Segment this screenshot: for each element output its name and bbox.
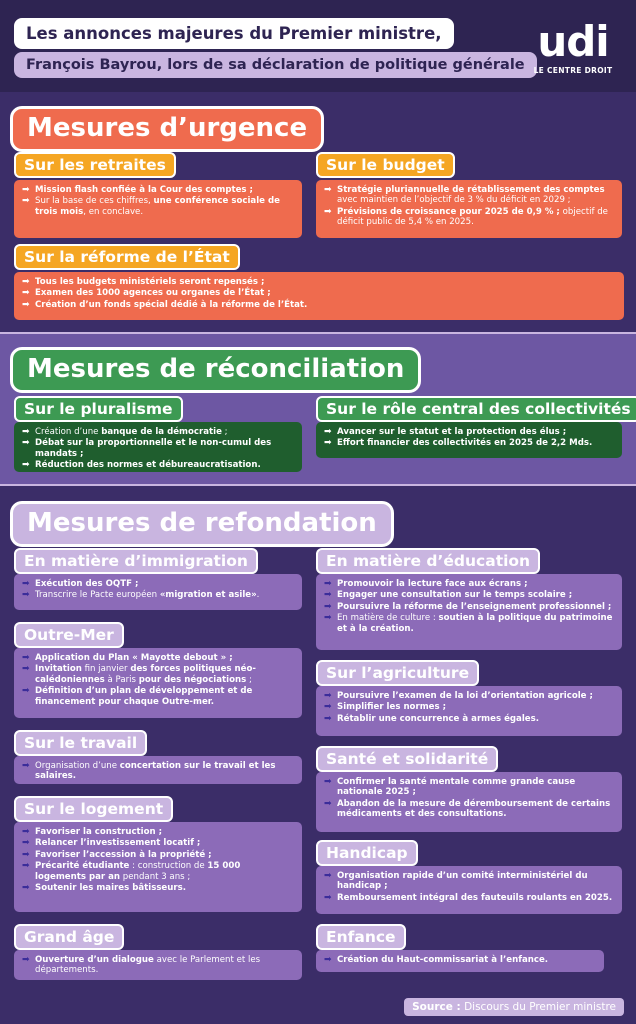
section-title-refondation: Mesures de refondation [10,501,394,547]
box-education [316,574,622,650]
list-item: ➡ Abandon de la mesure de déremboursement de certains médicaments et des consultations. [324,798,611,820]
subtitle-pluralisme: Sur le pluralisme [14,396,183,422]
box-travail [14,756,302,784]
arrow-right-icon: ➡ [324,691,332,701]
list-item: ➡ Simplifier les normes ; [324,702,447,713]
list-item: ➡ Création d’une banque de la démocratie ; [22,427,228,437]
arrow-right-icon: ➡ [22,427,30,437]
arrow-right-icon: ➡ [324,798,332,809]
arrow-right-icon: ➡ [22,761,30,771]
arrow-right-icon: ➡ [22,277,30,287]
list-item: ➡ Invitation fin janvier des forces politiques néo-calédoniennes à Paris pour des négociations ; [22,664,256,685]
list-item: ➡ Exécution des OQTF ; [22,579,139,589]
list-item: ➡ Application du Plan « Mayotte debout » ; [22,653,233,663]
arrow-right-icon: ➡ [324,590,332,601]
list-item: ➡ Remboursement intégral des fauteuils roulants en 2025. [324,892,613,903]
box-agriculture [316,686,622,736]
list-item: ➡ Poursuivre l’examen de la loi d’orientation agricole ; [324,691,593,701]
list-item: ➡ Engager une consultation sur le temps scolaire ; [324,590,573,601]
subtitle-retraites: Sur les retraites [14,152,176,178]
list-item: ➡ Stratégie pluriannuelle de rétablissement des comptes avec maintien de l’objectif de 3 % du déficit en 2029 ; [324,185,605,206]
logo-text: udi [537,17,609,66]
title-line-1: Les annonces majeures du Premier ministre, [14,18,454,49]
box-sante [316,772,622,832]
arrow-right-icon: ➡ [22,849,30,860]
box-enfance [316,950,604,972]
box-grandage [14,950,302,980]
box-etat [14,272,624,320]
arrow-right-icon: ➡ [324,702,332,713]
list-item: ➡ En matière de culture : soutien à la politique du patrimoine et à la création. [324,613,613,634]
subtitle-outremer: Outre-Mer [14,622,124,648]
list-item: ➡ Promouvoir la lecture face aux écrans ; [324,579,528,589]
list-item: ➡ Création du Haut-commissariat à l’enfance. [324,955,549,965]
arrow-right-icon: ➡ [22,579,30,589]
list-item: ➡ Création d’un fonds spécial dédié à la réforme de l’État. [22,299,308,310]
box-retraites [14,180,302,238]
arrow-right-icon: ➡ [22,883,30,894]
arrow-right-icon: ➡ [324,206,332,217]
arrow-right-icon: ➡ [324,185,332,195]
subtitle-travail: Sur le travail [14,730,147,756]
subtitle-etat: Sur la réforme de l’État [14,244,240,270]
arrow-right-icon: ➡ [22,827,30,837]
list-item: ➡ Tous les budgets ministériels seront repensés ; [22,277,265,287]
box-budget [316,180,622,238]
arrow-right-icon: ➡ [22,664,30,675]
section-title-reconciliation: Mesures de réconciliation [10,347,421,393]
list-item: ➡ Réduction des normes et débureaucratisation. [22,460,261,471]
arrow-right-icon: ➡ [22,438,30,449]
title-line-2: François Bayrou, lors de sa déclaration de politique générale [14,52,537,78]
list-item: ➡ Confirmer la santé mentale comme grande cause nationale 2025 ; [324,777,576,798]
box-collectivites [316,422,622,458]
arrow-right-icon: ➡ [324,871,332,881]
subtitle-education: En matière d’éducation [316,548,540,574]
list-item: ➡ Effort financier des collectivités en 2025 de 2,2 Mds. [324,438,593,449]
list-item: ➡ Prévisions de croissance pour 2025 de 0,9 % ; objectif de déficit public de 5,4 % en 2025. [324,206,608,228]
arrow-right-icon: ➡ [324,613,332,624]
list-item: ➡ Organisation rapide d’un comité interministériel du handicap ; [324,871,588,892]
arrow-right-icon: ➡ [324,438,332,449]
arrow-right-icon: ➡ [324,955,332,965]
list-item: ➡ Organisation d’une concertation sur le travail et les salaires. [22,761,276,782]
box-handicap [316,866,622,914]
list-item: ➡ Précarité étudiante : construction de 15 000 logements par an pendant 3 ans ; [22,861,241,882]
list-item: ➡ Favoriser la construction ; [22,827,163,837]
box-outremer [14,648,302,718]
arrow-right-icon: ➡ [22,196,30,207]
subtitle-sante: Santé et solidarité [316,746,498,772]
arrow-right-icon: ➡ [22,299,30,310]
arrow-right-icon: ➡ [22,686,30,697]
logo-subtitle: LE CENTRE DROIT [533,66,613,75]
list-item: ➡ Poursuivre la réforme de l’enseignement professionnel ; [324,601,612,612]
arrow-right-icon: ➡ [324,427,332,437]
arrow-right-icon: ➡ [324,777,332,787]
source-label: Source : Discours du Premier ministre [404,998,624,1016]
arrow-right-icon: ➡ [22,185,30,195]
arrow-right-icon: ➡ [22,653,30,663]
subtitle-logement: Sur le logement [14,796,173,822]
arrow-right-icon: ➡ [22,955,30,965]
udi-logo [530,17,616,75]
list-item: ➡ Examen des 1000 agences ou organes de l’État ; [22,288,271,299]
list-item: ➡ Définition d’un plan de développement et de financement pour chaque Outre-mer. [22,686,253,707]
section-title-urgence: Mesures d’urgence [10,106,324,152]
subtitle-collectivites: Sur le rôle central des collectivités [316,396,636,422]
list-item: ➡ Rétablir une concurrence à armes égales. [324,713,539,724]
arrow-right-icon: ➡ [22,838,30,849]
box-immigration [14,574,302,610]
arrow-right-icon: ➡ [324,892,332,903]
subtitle-enfance: Enfance [316,924,406,950]
arrow-right-icon: ➡ [22,288,30,299]
list-item: ➡ Mission flash confiée à la Cour des comptes ; [22,185,253,195]
box-logement [14,822,302,912]
list-item: ➡ Débat sur la proportionnelle et le non-cumul des mandats ; [22,438,272,459]
arrow-right-icon: ➡ [324,579,332,589]
subtitle-immigration: En matière d’immigration [14,548,258,574]
subtitle-grandage: Grand âge [14,924,124,950]
list-item: ➡ Sur la base de ces chiffres, une conférence sociale de trois mois, en conclave. [22,196,280,217]
list-item: ➡ Ouverture d’un dialogue avec le Parlement et les départements. [22,955,261,976]
arrow-right-icon: ➡ [324,601,332,612]
box-pluralisme [14,422,302,472]
arrow-right-icon: ➡ [22,460,30,471]
list-item: ➡ Transcrire le Pacte européen «migration et asile». [22,590,260,601]
arrow-right-icon: ➡ [324,713,332,724]
list-item: ➡ Favoriser l’accession à la propriété ; [22,849,212,860]
subtitle-handicap: Handicap [316,840,418,866]
list-item: ➡ Avancer sur le statut et la protection des élus ; [324,427,567,437]
arrow-right-icon: ➡ [22,861,30,872]
list-item: ➡ Soutenir les maires bâtisseurs. [22,883,186,894]
subtitle-agriculture: Sur l’agriculture [316,660,479,686]
subtitle-budget: Sur le budget [316,152,455,178]
list-item: ➡ Relancer l’investissement locatif ; [22,838,201,849]
arrow-right-icon: ➡ [22,590,30,601]
